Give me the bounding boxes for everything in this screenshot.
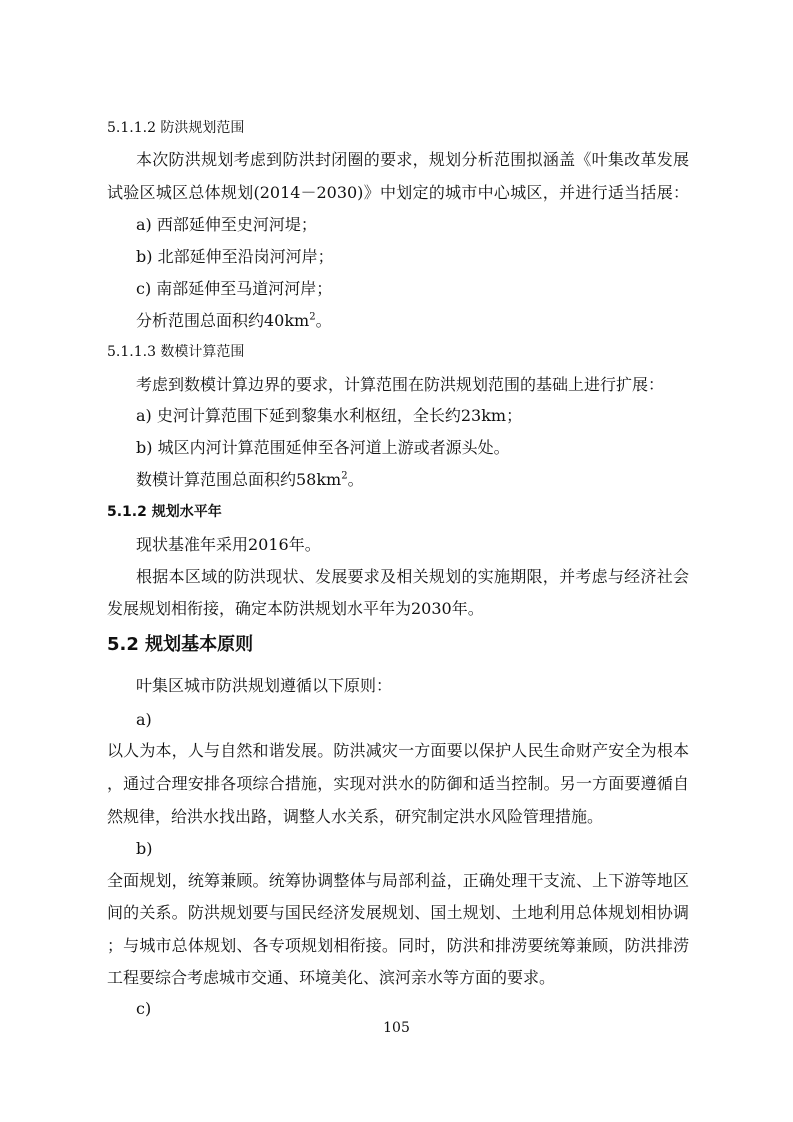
paragraph-line: 叶集区城市防洪规划遵循以下原则： xyxy=(136,676,393,695)
paragraph-line: 发展规划相衔接，确定本防洪规划水平年为2030年。 xyxy=(107,599,484,618)
heading-5-1-1-2: 5.1.1.2 防洪规划范围 xyxy=(107,120,245,136)
page-number: 105 xyxy=(383,1020,410,1036)
paragraph-line: 工程要综合考虑城市交通、环境美化、滨河亲水等方面的要求。 xyxy=(107,968,556,987)
heading-5-1-1-3: 5.1.1.3 数模计算范围 xyxy=(107,344,245,360)
paragraph-line: 全面规划，统筹兼顾。统筹协调整体与局部利益，正确处理干支流、上下游等地区 xyxy=(107,871,689,890)
list-label: c) xyxy=(136,999,152,1018)
list-item: a) 西部延伸至史河河堤； xyxy=(136,215,317,234)
list-item: b) 北部延伸至沿岗河河岸； xyxy=(136,247,334,266)
paragraph-line: 然规律，给洪水找出路，调整人水关系，研究制定洪水风险管理措施。 xyxy=(107,807,604,826)
paragraph-line: ；与城市总体规划、各专项规划相衔接。同时，防洪和排涝要统筹兼顾，防洪排涝 xyxy=(107,936,689,955)
heading-5-1-2: 5.1.2 规划水平年 xyxy=(107,504,222,520)
paragraph-line: 以人为本，人与自然和谐发展。防洪减灾一方面要以保护人民生命财产安全为根本 xyxy=(107,741,689,760)
area-statement: 数模计算范围总面积约$58km^2$。 xyxy=(136,470,364,489)
paragraph-line: 考虑到数模计算边界的要求，计算范围在防洪规划范围的基础上进行扩展： xyxy=(136,375,665,394)
heading-5-2: 5.2 规划基本原则 xyxy=(107,634,254,655)
list-item: b) 城区内河计算范围延伸至各河道上游或者源头处。 xyxy=(136,438,510,457)
list-item: c) 南部延伸至马道河河岸； xyxy=(136,279,333,298)
list-label: b) xyxy=(136,839,153,858)
paragraph-line: 根据本区域的防洪现状、发展要求及相关规划的实施期限，并考虑与经济社会 xyxy=(136,567,689,586)
list-label: a) xyxy=(136,710,152,729)
paragraph-line: 现状基准年采用2016年。 xyxy=(136,535,321,554)
paragraph-line: 试验区城区总体规划(2014－2030)》中划定的城市中心城区，并进行适当括展： xyxy=(107,183,689,202)
paragraph-line: ，通过合理安排各项综合措施，实现对洪水的防御和适当控制。另一方面要遵循自 xyxy=(107,774,689,793)
paragraph-line: 间的关系。防洪规划要与国民经济发展规划、国土规划、土地利用总体规划相协调 xyxy=(107,903,689,922)
list-item: a) 史河计算范围下延到黎集水利枢纽，全长约23km； xyxy=(136,406,523,425)
paragraph-line: 本次防洪规划考虑到防洪封闭圈的要求，规划分析范围拟涵盖《叶集改革发展 xyxy=(136,150,689,169)
area-statement: 分析范围总面积约$40km^2$。 xyxy=(136,311,332,330)
